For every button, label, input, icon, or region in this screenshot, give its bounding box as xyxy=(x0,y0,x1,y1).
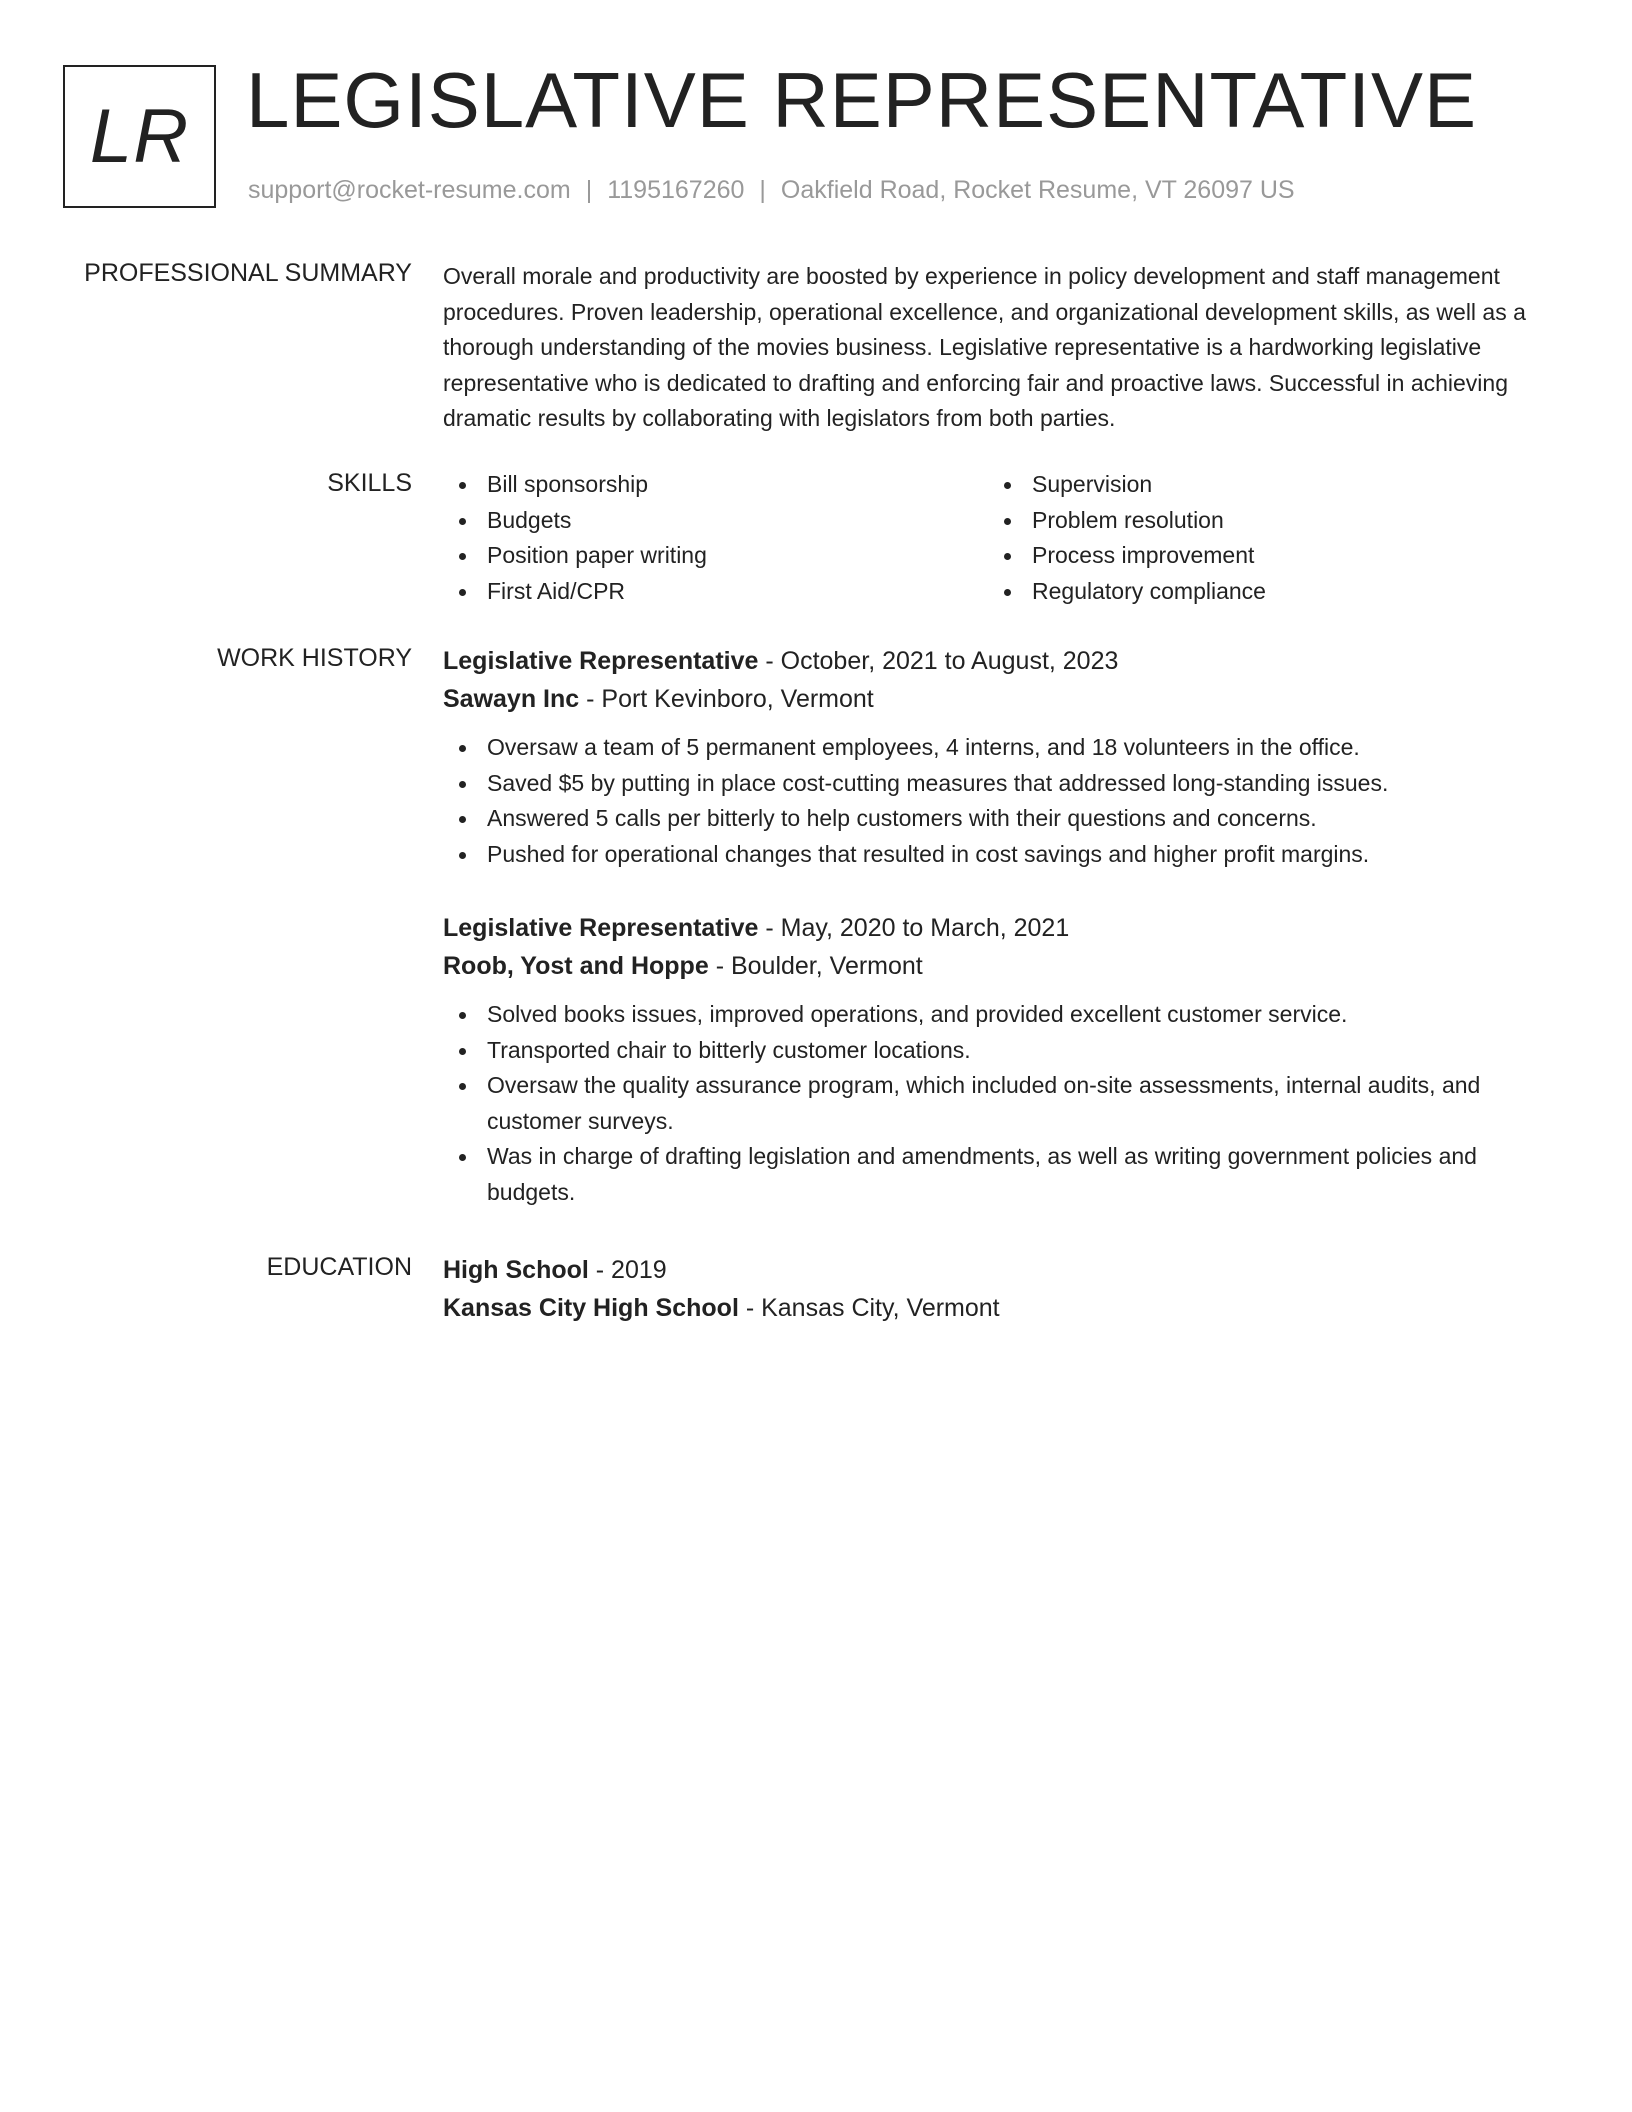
job-bullet: Was in charge of drafting legislation and amendments, as well as writing government policies and budgets. xyxy=(443,1139,1563,1210)
job-role: Legislative Representative xyxy=(443,914,759,942)
skills-heading: SKILLS xyxy=(327,469,412,497)
skill-item: Budgets xyxy=(443,503,988,539)
education-degree-line xyxy=(443,1251,1563,1289)
skill-item: Supervision xyxy=(988,467,1533,503)
job-title-line xyxy=(443,909,1563,947)
education-body xyxy=(443,1251,1563,1327)
contact-email[interactable]: support@rocket-resume.com xyxy=(248,176,571,204)
job-dates: - October, 2021 to August, 2023 xyxy=(758,647,1119,675)
job-bullet: Oversaw the quality assurance program, which included on-site assessments, internal audits, and customer surveys. xyxy=(443,1068,1563,1139)
job-entry xyxy=(443,909,1563,1210)
job-location: - Boulder, Vermont xyxy=(708,952,923,980)
skill-item: Problem resolution xyxy=(988,503,1533,539)
education-school-line xyxy=(443,1289,1563,1327)
education-heading: EDUCATION xyxy=(266,1253,412,1281)
summary-text: Overall morale and productivity are boosted by experience in policy development and staff management procedures. Proven leadership, operational excellence, and organizational development skills, as well as a thorough understanding of the movies business. Legislative representative is a hardworking legislative representative who is dedicated to drafting and enforcing fair and proactive laws. Successful in achieving dramatic results by collaborating with legislators from both parties. xyxy=(443,263,1526,431)
job-bullet: Oversaw a team of 5 permanent employees, 4 interns, and 18 volunteers in the office. xyxy=(443,730,1563,766)
skill-item: First Aid/CPR xyxy=(443,574,988,610)
contact-address: Oakfield Road, Rocket Resume, VT 26097 US xyxy=(780,176,1295,204)
job-bullet: Solved books issues, improved operations, and provided excellent customer service. xyxy=(443,997,1563,1033)
job-location: - Port Kevinboro, Vermont xyxy=(579,685,874,713)
skills-column-right xyxy=(988,467,1533,609)
resume-name: LEGISLATIVE REPRESENTATIVE xyxy=(246,56,1478,144)
summary-heading: PROFESSIONAL SUMMARY xyxy=(84,259,412,287)
contact-phone[interactable]: 1195167260 xyxy=(607,176,745,204)
education-degree: High School xyxy=(443,1256,589,1284)
job-bullet: Saved $5 by putting in place cost-cutting measures that addressed long-standing issues. xyxy=(443,766,1563,802)
skill-item: Bill sponsorship xyxy=(443,467,988,503)
job-bullets xyxy=(443,730,1563,872)
contact-line xyxy=(248,175,1295,205)
job-company: Roob, Yost and Hoppe xyxy=(443,952,709,980)
skill-item: Process improvement xyxy=(988,538,1533,574)
job-bullets xyxy=(443,997,1563,1210)
contact-separator: | xyxy=(759,176,766,204)
education-location: - Kansas City, Vermont xyxy=(738,1294,1000,1322)
job-company-line xyxy=(443,947,1563,985)
contact-separator: | xyxy=(585,176,593,204)
job-entry xyxy=(443,642,1563,872)
work-history-heading: WORK HISTORY xyxy=(217,644,412,672)
skills-body xyxy=(443,467,1563,609)
job-title-line xyxy=(443,642,1563,680)
job-role: Legislative Representative xyxy=(443,647,759,675)
monogram-initials: LR xyxy=(89,94,190,179)
skills-grid xyxy=(443,467,1563,609)
job-company: Sawayn Inc xyxy=(443,685,580,713)
job-dates: - May, 2020 to March, 2021 xyxy=(758,914,1070,942)
skill-item: Position paper writing xyxy=(443,538,988,574)
job-bullet: Pushed for operational changes that resulted in cost savings and higher profit margins. xyxy=(443,837,1563,873)
education-school: Kansas City High School xyxy=(443,1294,739,1322)
education-year: - 2019 xyxy=(588,1256,667,1284)
monogram-box xyxy=(63,65,216,208)
skills-column-left xyxy=(443,467,988,609)
job-company-line xyxy=(443,680,1563,718)
skill-item: Regulatory compliance xyxy=(988,574,1533,610)
job-bullet: Transported chair to bitterly customer locations. xyxy=(443,1033,1563,1069)
job-bullet: Answered 5 calls per bitterly to help customers with their questions and concerns. xyxy=(443,801,1563,837)
